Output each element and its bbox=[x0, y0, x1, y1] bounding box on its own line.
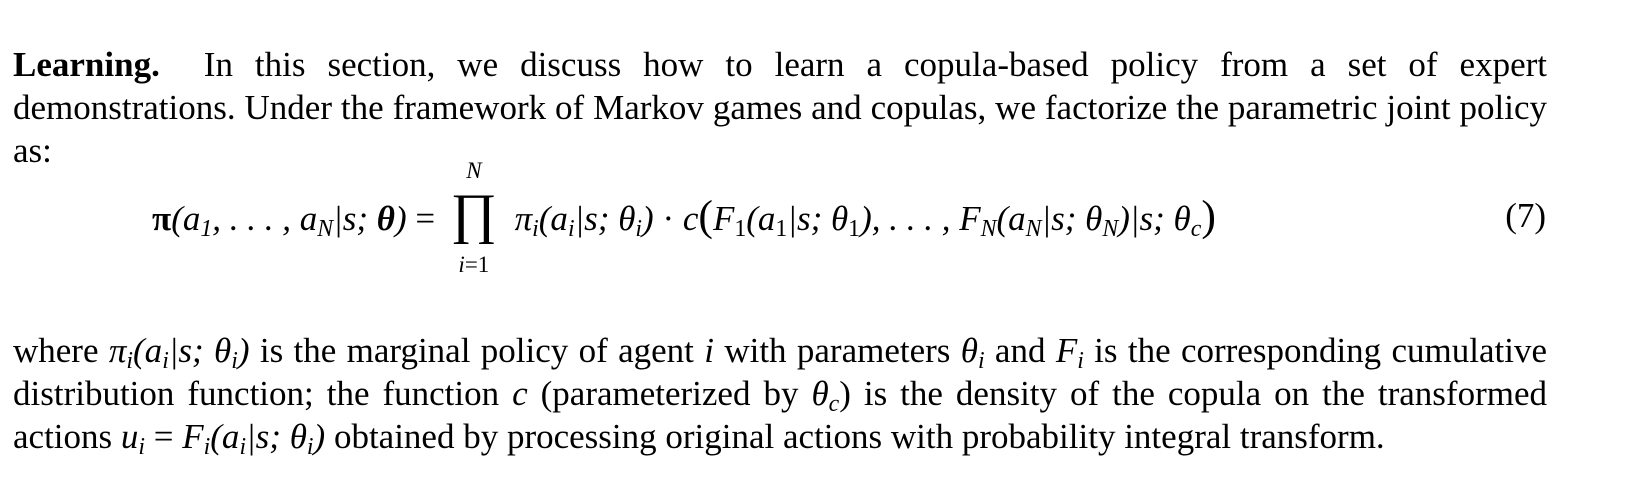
math-theta-c: $\theta_c$ bbox=[811, 374, 840, 417]
math-theta-i: $\theta_i$ bbox=[960, 331, 985, 374]
equation-rhs: $\pi_i(a_i|s$; $\theta_i) \cdot c(F_1(a_1|s$; $\theta_1$), . . . , $F_N(a_N|s$; $\theta_N)|s$; $\theta_c$) bbox=[514, 192, 1216, 242]
text-where: where bbox=[13, 331, 99, 370]
paragraph-explanation bbox=[13, 329, 1547, 458]
equation-lhs: $\pi(a_1$, . . . , $a_N|s$; θ) bbox=[152, 199, 407, 242]
paragraph-text: In this section, we discuss how to learn a copula-based policy from a set of expert demonstrations. Under the framework of Markov games and copulas, we factorize the parametric joint policy as: bbox=[13, 45, 1547, 170]
paragraph-heading: Learning. bbox=[13, 45, 160, 84]
product-lower-limit: i=1 bbox=[458, 252, 490, 277]
math-f-i: $F_i$ bbox=[1055, 331, 1084, 374]
math-agent-index: i bbox=[704, 331, 714, 370]
equals-sign: = bbox=[415, 199, 436, 238]
math-marginal-policy: $\pi_i(a_i|s$; $\theta_i$) bbox=[108, 331, 250, 374]
product-operator bbox=[448, 158, 500, 277]
equation-number: (7) bbox=[1505, 196, 1546, 235]
text-and: and bbox=[994, 331, 1046, 370]
equation-body bbox=[152, 158, 1216, 277]
text-cdf: is the corresponding cumulative distribution function; the function bbox=[13, 331, 1548, 413]
product-upper-limit: N bbox=[466, 158, 482, 183]
text-density-copula: ) is the density of the copula on the transformed actions bbox=[13, 374, 1548, 456]
text-with-parameters: with parameters bbox=[724, 331, 951, 370]
math-c: c bbox=[512, 374, 528, 413]
text-parameterized-by: (parameterized by bbox=[540, 374, 799, 413]
product-symbol: ∏ bbox=[450, 183, 497, 245]
text-probability-integral: obtained by processing original actions with probability integral transform. bbox=[333, 417, 1385, 456]
text-marginal-policy: is the marginal policy of agent bbox=[259, 331, 694, 370]
math-transformed-action: $u_i = F_i(a_i|s$; $\theta_i$) bbox=[120, 417, 326, 460]
equation-7 bbox=[0, 150, 1632, 290]
